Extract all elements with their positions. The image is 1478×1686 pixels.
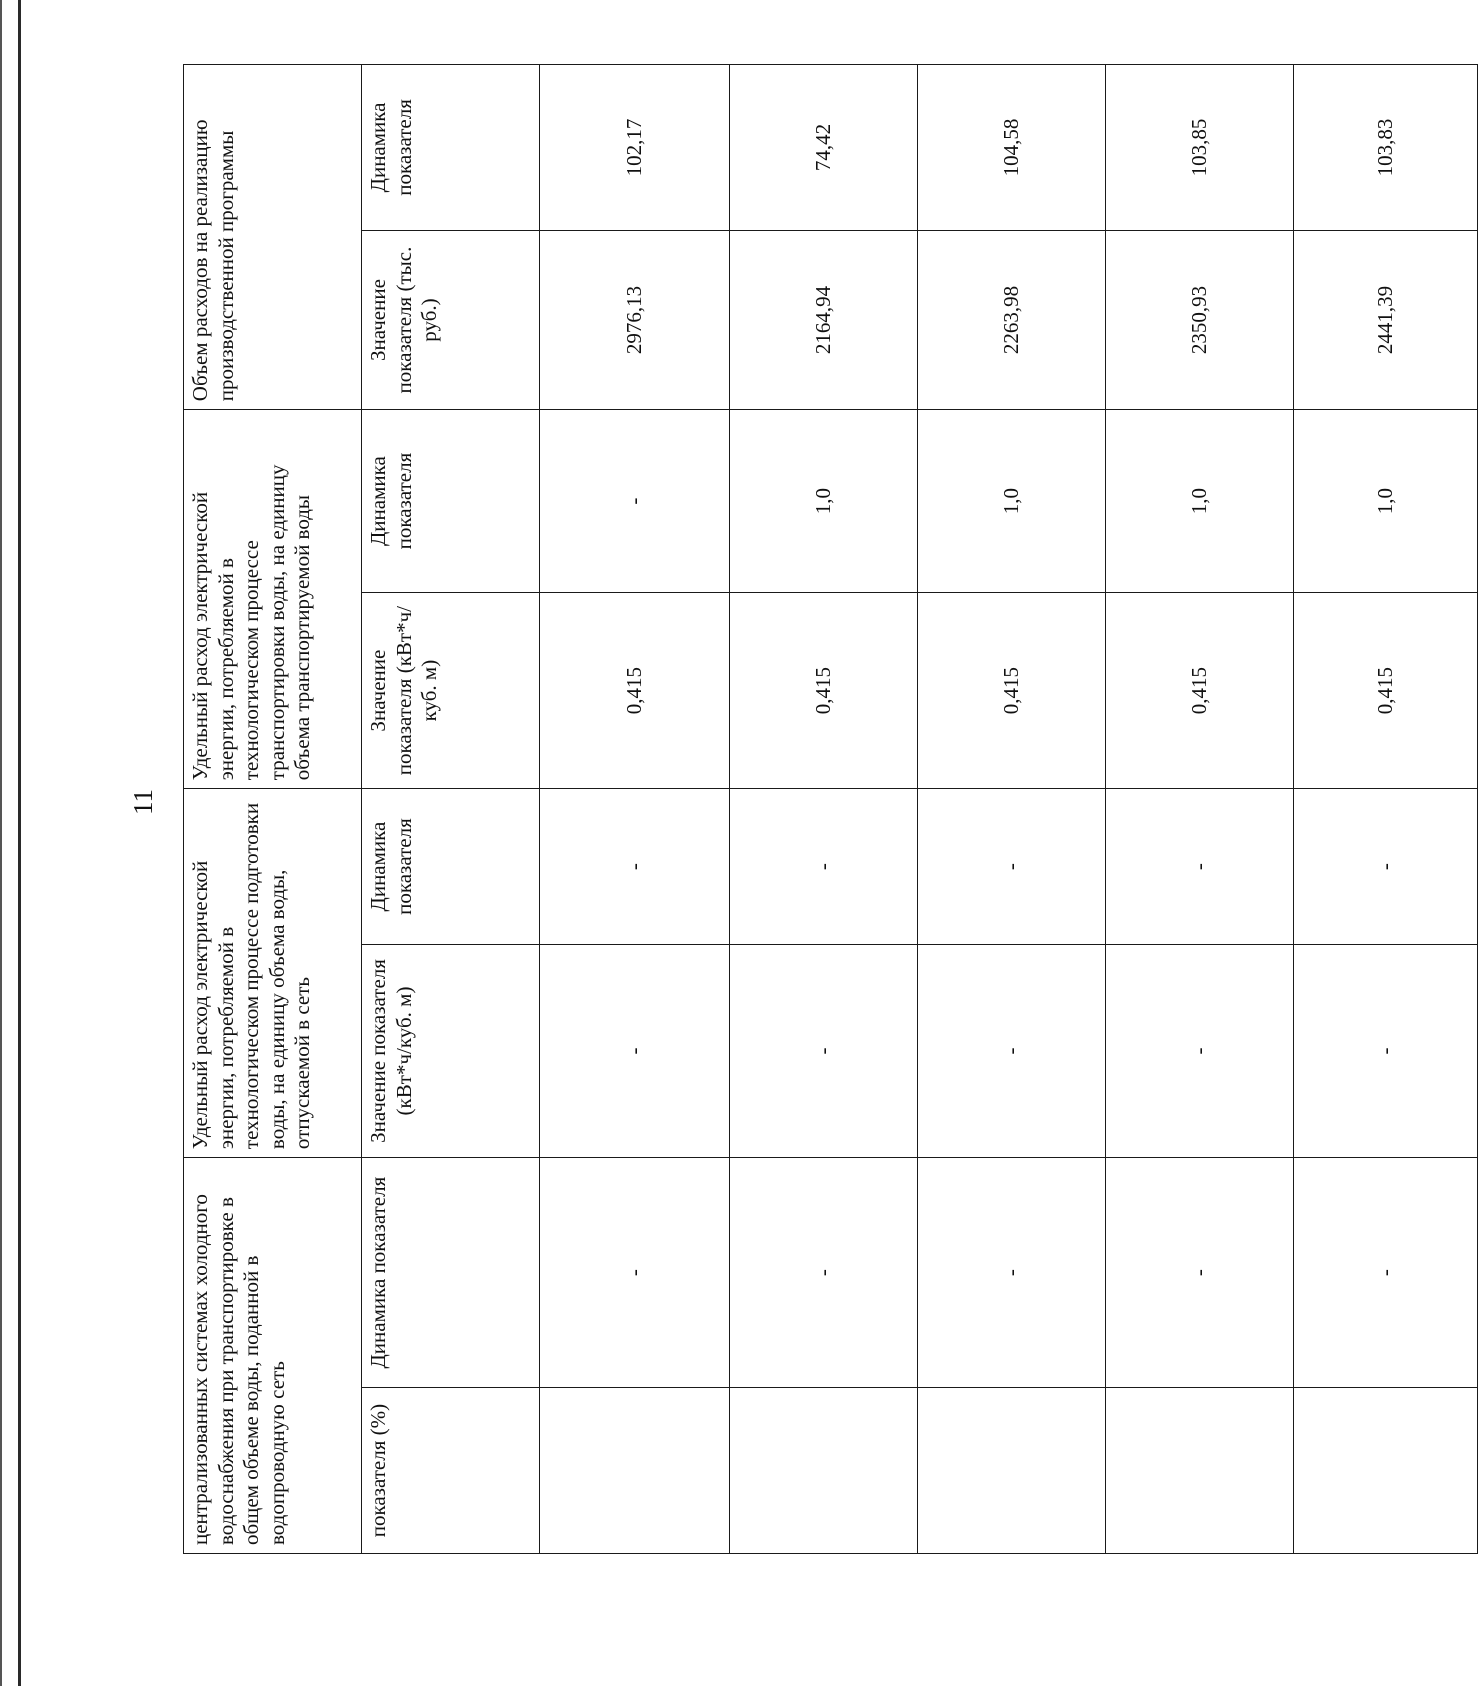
page-number: 11 — [128, 789, 158, 815]
value-cell: - — [540, 410, 730, 593]
scan-edge-inner — [18, 0, 21, 1686]
unit-cell: Значение показателя (тыс. руб.) — [362, 230, 540, 409]
value-cell: 2350,93 — [1106, 230, 1294, 409]
value-cell: 103,83 — [1294, 65, 1478, 231]
indicator-name-cell — [184, 1158, 362, 1554]
value-cell: - — [1294, 1158, 1478, 1388]
value-cell — [730, 1388, 918, 1554]
value-cell: 1,0 — [918, 410, 1106, 593]
value-cell: - — [540, 1158, 730, 1388]
value-cell: - — [730, 789, 918, 945]
value-cell: - — [1106, 944, 1294, 1157]
table-row — [184, 65, 362, 1554]
value-cell: 104,58 — [918, 65, 1106, 231]
unit-cell: Значение показателя (кВт*ч/куб. м) — [362, 944, 540, 1157]
value-cell: - — [540, 789, 730, 945]
table-row — [1294, 65, 1478, 1554]
value-cell: 0,415 — [540, 592, 730, 788]
value-cell: 0,415 — [730, 592, 918, 788]
value-cell: - — [918, 789, 1106, 945]
indicator-name-text: централизованных системах холодного водоснабжения при транспортировке в общем объеме воды, поданной в водопроводную сеть — [188, 1194, 289, 1545]
value-cell: - — [730, 1158, 918, 1388]
value-cell: - — [540, 944, 730, 1157]
indicator-name-text: Объем расходов на реализацию производственной программы — [188, 119, 238, 402]
indicators-table — [183, 64, 1478, 1554]
unit-cell: Динамика показателя — [362, 1158, 540, 1388]
value-cell: 1,0 — [730, 410, 918, 593]
value-cell: 0,415 — [1106, 592, 1294, 788]
value-cell: - — [1294, 944, 1478, 1157]
indicator-name-cell — [184, 410, 362, 789]
value-cell: 74,42 — [730, 65, 918, 231]
value-cell: - — [1106, 1158, 1294, 1388]
unit-cell: Динамика показателя — [362, 410, 540, 593]
value-cell: 102,17 — [540, 65, 730, 231]
scan-edge-outer — [0, 0, 2, 1686]
unit-cell: Значение показателя (кВт*ч/куб. м) — [362, 592, 540, 788]
unit-cell: Динамика показателя — [362, 65, 540, 231]
value-cell: - — [730, 944, 918, 1157]
value-cell: 2263,98 — [918, 230, 1106, 409]
indicator-name-text: Удельный расход электрической энергии, потребляемой в технологическом процессе транспортировки воды, на единицу объема транспортируемой воды — [188, 464, 315, 781]
value-cell: 103,85 — [1106, 65, 1294, 231]
value-cell: 2164,94 — [730, 230, 918, 409]
indicator-name-cell — [184, 65, 362, 410]
unit-cell: показателя (%) — [362, 1388, 540, 1554]
value-cell: 0,415 — [918, 592, 1106, 788]
table-row — [730, 65, 918, 1554]
value-cell — [1294, 1388, 1478, 1554]
table-row — [1106, 65, 1294, 1554]
value-cell: 2441,39 — [1294, 230, 1478, 409]
unit-cell: Динамика показателя — [362, 789, 540, 945]
indicator-name-cell — [184, 789, 362, 1158]
table-row — [540, 65, 730, 1554]
table-row — [918, 65, 1106, 1554]
value-cell: 0,415 — [1294, 592, 1478, 788]
table-row — [362, 65, 540, 1554]
value-cell: 2976,13 — [540, 230, 730, 409]
value-cell: - — [918, 944, 1106, 1157]
value-cell: 1,0 — [1294, 410, 1478, 593]
value-cell: - — [1294, 789, 1478, 945]
indicators-table-container — [183, 64, 1397, 1554]
value-cell — [540, 1388, 730, 1554]
indicator-name-text: Удельный расход электрической энергии, потребляемой в технологическом процессе подготовки воды, на единицу объема воды, отпускаемой в сеть — [188, 802, 315, 1150]
value-cell: - — [918, 1158, 1106, 1388]
value-cell: 1,0 — [1106, 410, 1294, 593]
value-cell — [1106, 1388, 1294, 1554]
value-cell — [918, 1388, 1106, 1554]
value-cell: - — [1106, 789, 1294, 945]
